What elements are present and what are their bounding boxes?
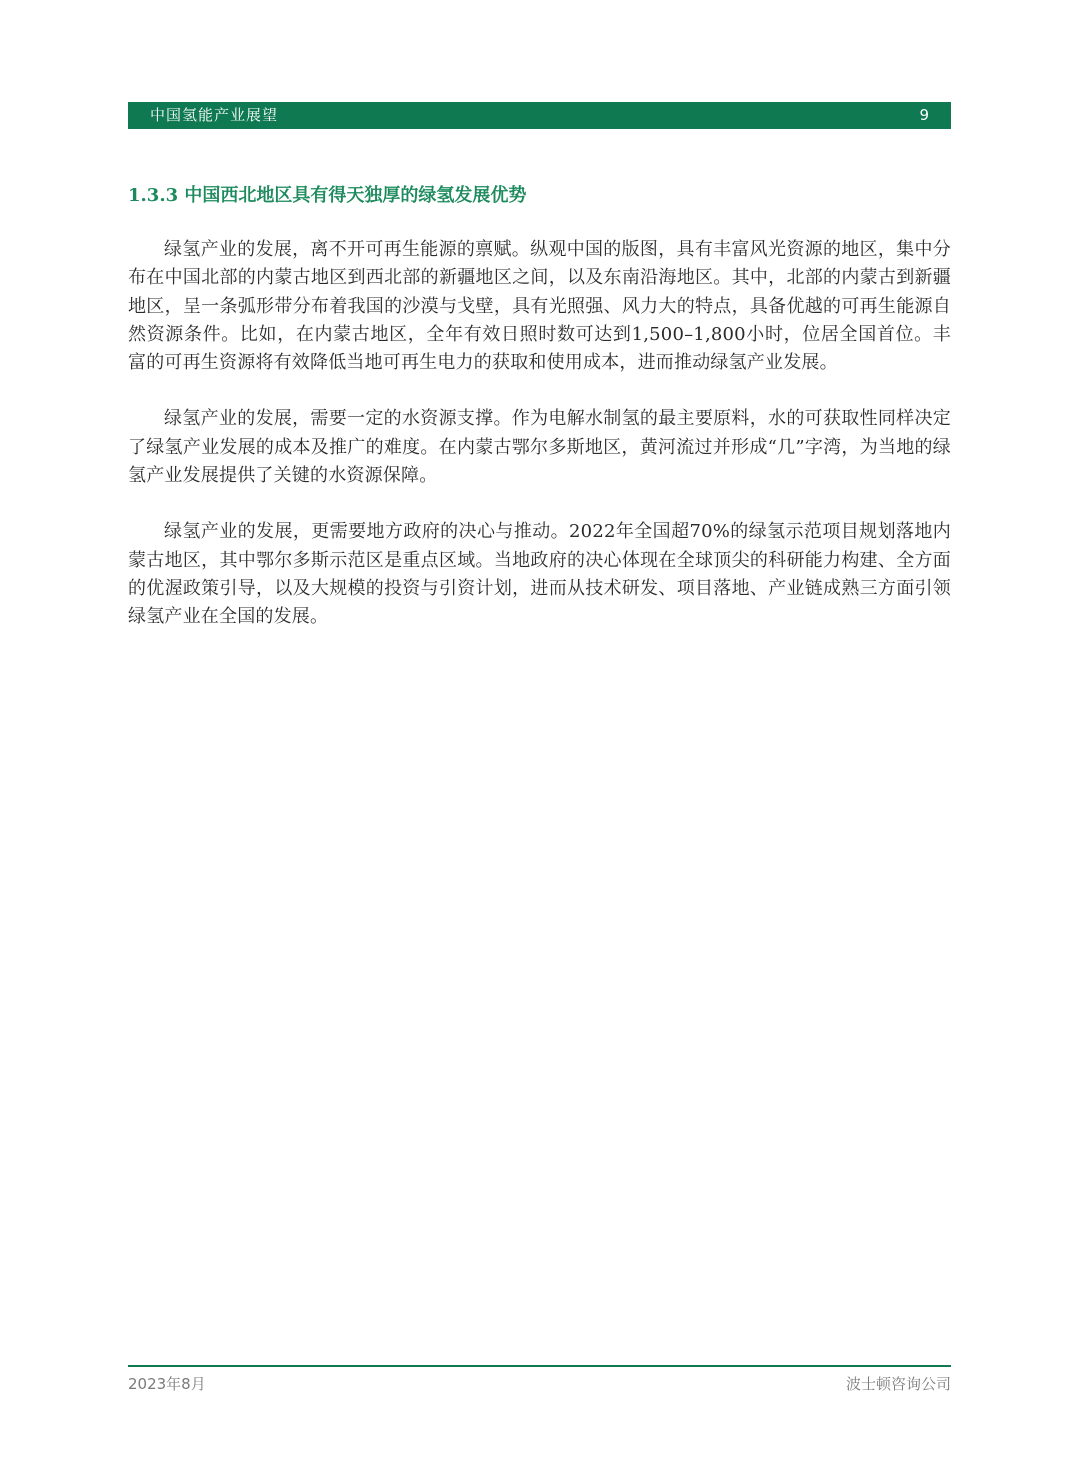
footer-date: 2023年8月 (128, 1375, 206, 1393)
section-heading: 1.3.3 中国西北地区具有得天独厚的绿氢发展优势 (128, 185, 527, 206)
footer-divider (128, 1365, 951, 1367)
paragraph-water-resources: 绿氢产业的发展，需要一定的水资源支撑。作为电解水制氢的最主要原料，水的可获取性同样决定了绿氢产业发展的成本及推广的难度。在内蒙古鄂尔多斯地区，黄河流过并形成“几”字湾，为当地的绿氢产业发展提供了关键的水资源保障。 (128, 408, 951, 487)
running-header (128, 102, 951, 129)
body-text (128, 236, 951, 660)
footer-company: 波士顿咨询公司 (845, 1375, 951, 1393)
report-title: 中国氢能产业展望 (150, 106, 279, 124)
page-number: 9 (919, 106, 929, 124)
paragraph-renewable-resources: 绿氢产业的发展，离不开可再生能源的禀赋。纵观中国的版图，具有丰富风光资源的地区，集中分布在中国北部的内蒙古地区到西北部的新疆地区之间，以及东南沿海地区。其中，北部的内蒙古到新疆地区，呈一条弧形带分布着我国的沙漠与戈壁，具有光照强、风力大的特点，具备优越的可再生能源自然资源条件。比如，在内蒙古地区，全年有效日照时数可达到1,500–1,800小时，位居全国首位。丰富的可再生资源将有效降低当地可再生电力的获取和使用成本，进而推动绿氢产业发展。 (128, 239, 951, 374)
paragraph-government-support: 绿氢产业的发展，更需要地方政府的决心与推动。2022年全国超70%的绿氢示范项目规划落地内蒙古地区，其中鄂尔多斯示范区是重点区域。当地政府的决心体现在全球顶尖的科研能力构建、全方面的优渥政策引导，以及大规模的投资与引资计划，进而从技术研发、项目落地、产业链成熟三方面引领绿氢产业在全国的发展。 (128, 521, 951, 628)
